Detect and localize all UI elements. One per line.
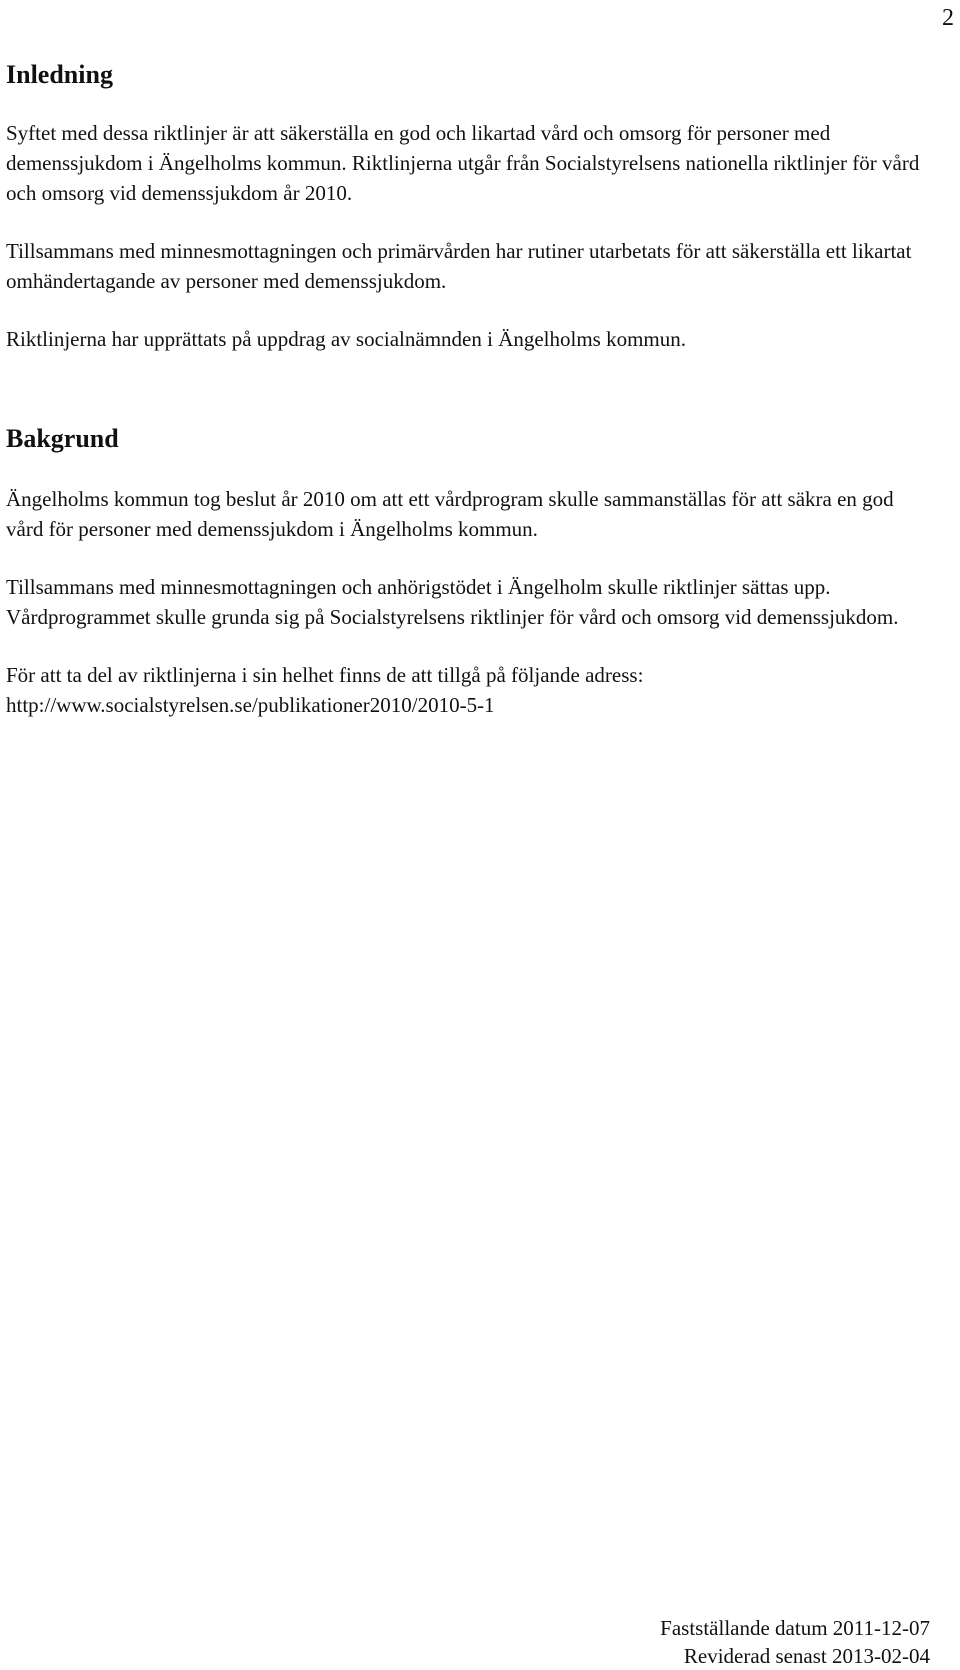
paragraph-purpose: Syftet med dessa riktlinjer är att säkerställa en god och likartad vård och omsorg för personer med demenssjukdom i Ängelholms kommun. Riktlinjerna utgår från Socialstyrelsens nationella riktlinjer för vård och omsorg vid demenssjukdom år 2010. [6,121,920,205]
revised-date: Reviderad senast 2013-02-04 [683,1644,930,1668]
paragraph-commission: Riktlinjerna har upprättats på uppdrag av socialnämnden i Ängelholms kommun. [6,327,687,351]
paragraph-routines: Tillsammans med minnesmottagningen och primärvården har rutiner utarbetats för att säkerställa ett likartat omhändertagande av personer med demenssjukdom. [6,239,912,293]
page-number: 2 [942,5,954,31]
section-heading-inledning: Inledning [6,60,113,89]
document-body [6,58,926,720]
document-footer [660,1614,930,1670]
paragraph-decision: Ängelholms kommun tog beslut år 2010 om att ett vårdprogram skulle sammanställas för att säkra en god vård för personer med demenssjukdom i Ängelholms kommun. [6,487,894,541]
section-heading-bakgrund: Bakgrund [6,424,119,453]
paragraph-reference-address: För att ta del av riktlinjerna i sin helhet finns de att tillgå på följande adress: http://www.socialstyrelsen.se/publikationer2010/2010-5-1 [6,663,644,717]
established-date: Fastställande datum 2011-12-07 [660,1616,930,1640]
paragraph-collaboration: Tillsammans med minnesmottagningen och anhörigstödet i Ängelholm skulle riktlinjer sättas upp. Vårdprogrammet skulle grunda sig på Socialstyrelsens riktlinjer för vård och omsorg vid demenssjukdom. [6,575,899,629]
